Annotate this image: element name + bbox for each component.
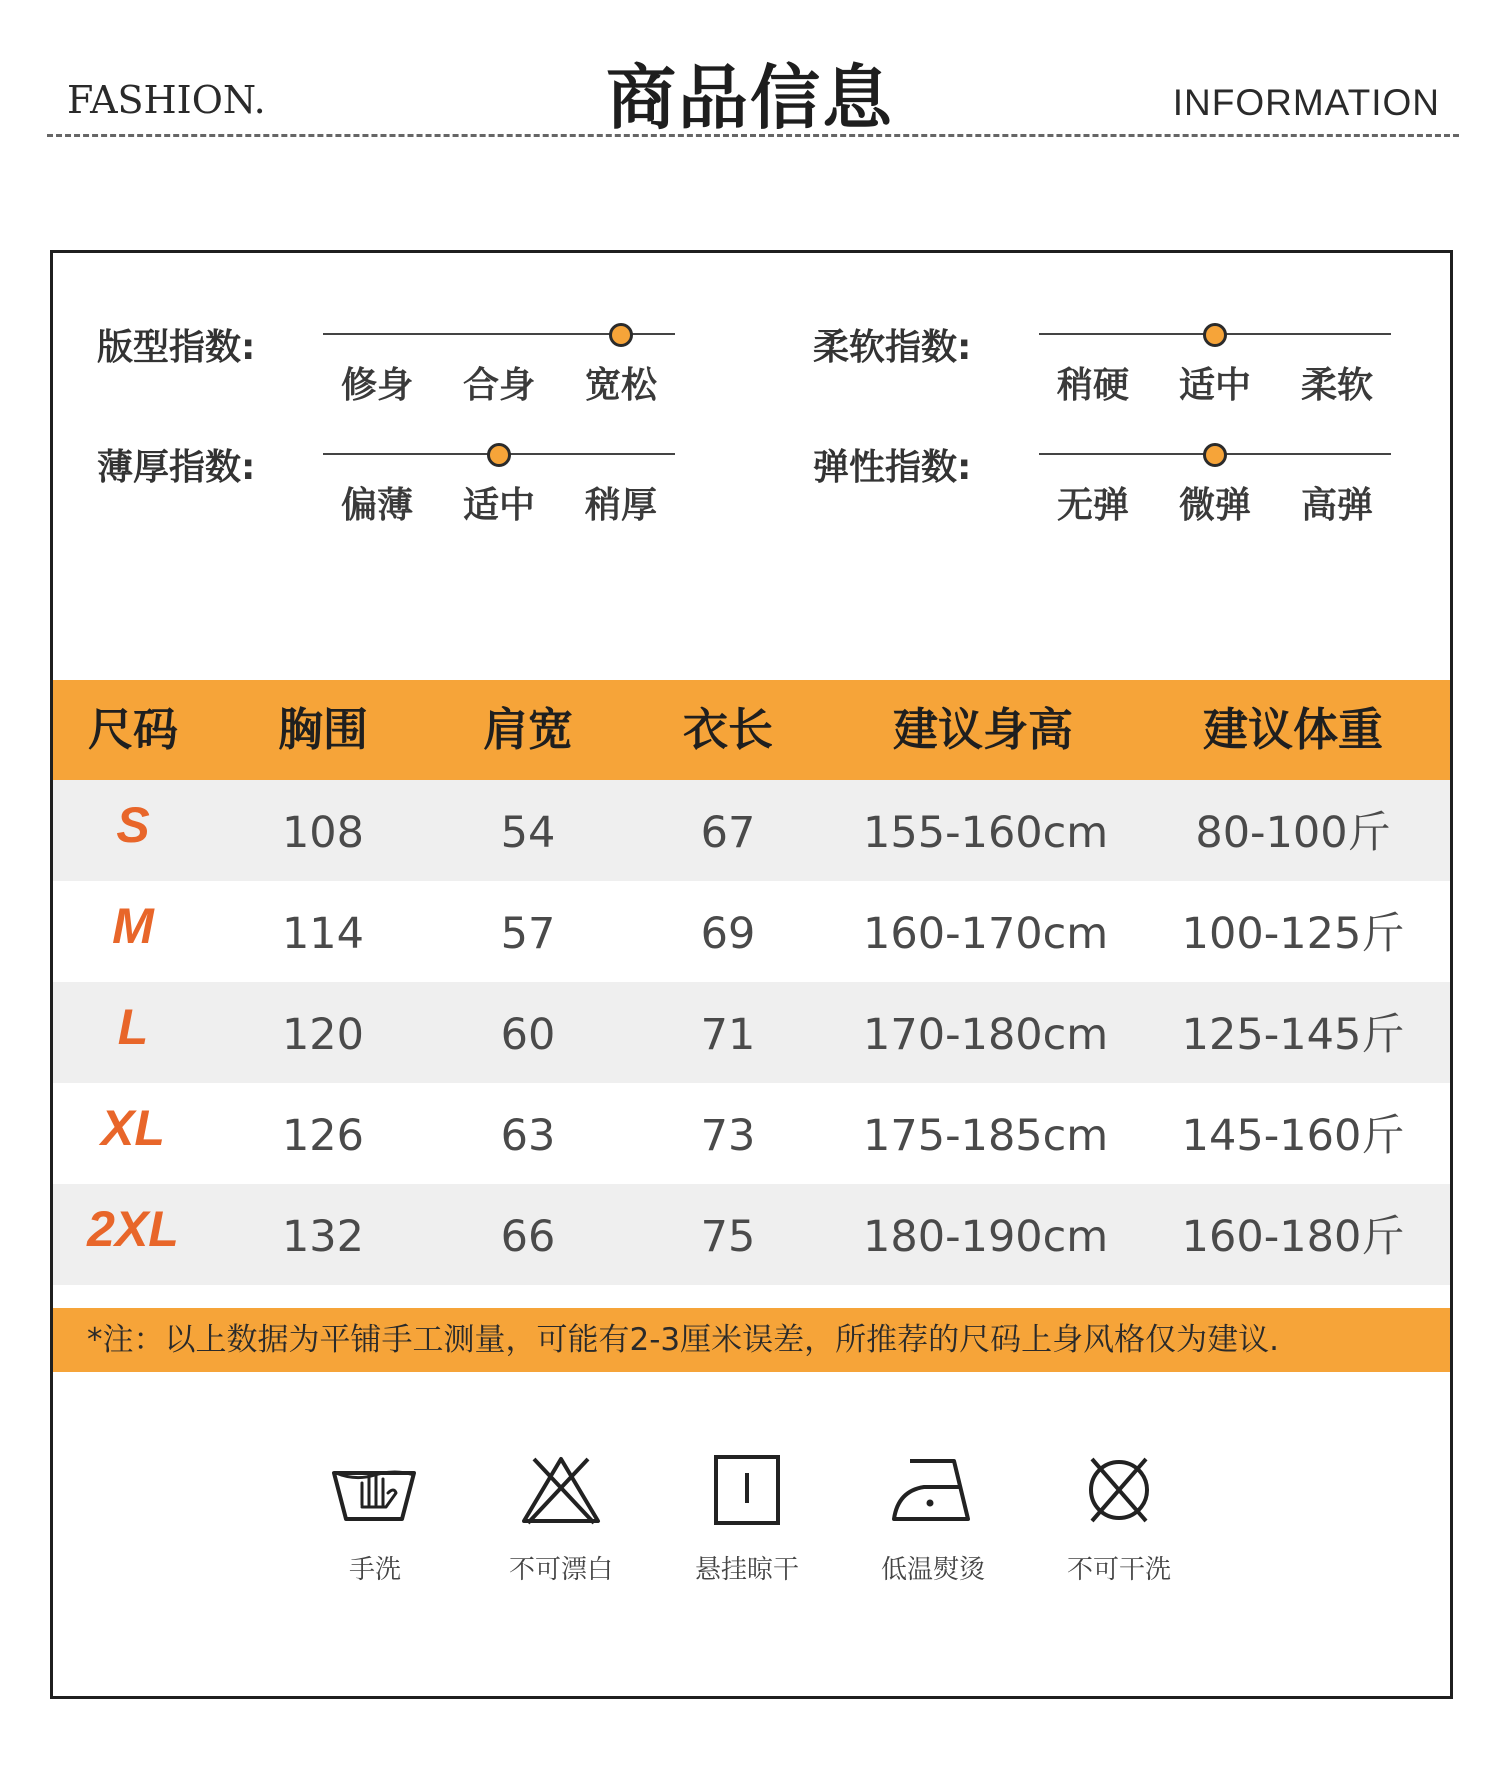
column-header-size: 尺码	[87, 703, 178, 756]
cell-shoulder: 63	[500, 1111, 556, 1161]
column-header-height: 建议身高	[892, 703, 1073, 756]
cell-size: L	[117, 999, 149, 1055]
index-marker	[487, 443, 511, 467]
cell-length: 69	[700, 909, 756, 959]
index-label: 弹性指数:	[813, 447, 972, 488]
care-label: 低温熨烫	[880, 1555, 985, 1585]
size-table-header	[53, 680, 1450, 780]
cell-chest: 132	[281, 1212, 365, 1262]
cell-height: 175-185cm	[863, 1111, 1109, 1161]
care-item-low-iron	[848, 1453, 1018, 1586]
header-left-text: FASHION.	[67, 78, 266, 122]
index-option: 高弹	[1300, 485, 1373, 526]
index-elasticity	[813, 439, 1500, 549]
care-item-hang-dry	[662, 1453, 832, 1586]
cell-length: 71	[700, 1010, 756, 1060]
index-option: 宽松	[584, 365, 657, 406]
table-row	[53, 1083, 1450, 1184]
cell-height: 170-180cm	[863, 1010, 1109, 1060]
care-label: 不可漂白	[508, 1555, 613, 1585]
cell-chest: 120	[281, 1010, 365, 1060]
cell-shoulder: 54	[500, 808, 556, 858]
index-label: 版型指数:	[97, 327, 256, 368]
cell-shoulder: 66	[500, 1212, 556, 1262]
index-option: 偏薄	[340, 485, 413, 526]
cell-length: 75	[700, 1212, 756, 1262]
no-bleach-icon	[516, 1453, 606, 1527]
index-option: 稍厚	[584, 485, 657, 526]
cell-height: 180-190cm	[863, 1212, 1109, 1262]
index-label: 柔软指数:	[813, 327, 972, 368]
cell-height: 160-170cm	[863, 909, 1109, 959]
cell-shoulder: 60	[500, 1010, 556, 1060]
care-item-no-bleach	[476, 1453, 646, 1586]
cell-height: 155-160cm	[863, 808, 1109, 858]
index-option: 适中	[1178, 365, 1251, 406]
care-label: 不可干洗	[1066, 1555, 1171, 1585]
table-row	[53, 982, 1450, 1083]
care-label: 悬挂晾干	[694, 1555, 799, 1585]
cell-size: M	[112, 898, 154, 954]
header-divider	[47, 134, 1459, 137]
index-marker	[609, 323, 633, 347]
table-row	[53, 1184, 1450, 1285]
page-title: 商品信息	[606, 57, 894, 139]
product-info-card	[50, 250, 1453, 1699]
care-item-hand-wash	[290, 1453, 460, 1586]
hang-dry-icon	[702, 1453, 792, 1527]
cell-weight: 160-180斤	[1181, 1212, 1405, 1262]
index-option: 适中	[462, 485, 535, 526]
cell-size: S	[116, 797, 150, 853]
cell-chest: 108	[281, 808, 365, 858]
column-header-weight: 建议体重	[1202, 703, 1383, 756]
cell-size: XL	[101, 1100, 165, 1156]
index-option: 合身	[462, 365, 535, 406]
table-row	[53, 780, 1450, 881]
size-table-body	[53, 780, 1450, 1285]
fabric-indices	[53, 253, 1450, 653]
index-thickness	[97, 439, 797, 549]
index-fit	[97, 319, 797, 429]
index-option: 柔软	[1300, 365, 1373, 406]
hand-wash-icon	[330, 1453, 420, 1527]
care-item-no-dry-clean	[1034, 1453, 1204, 1586]
cell-weight: 125-145斤	[1181, 1010, 1405, 1060]
cell-weight: 80-100斤	[1195, 808, 1391, 858]
index-marker	[1203, 323, 1227, 347]
cell-length: 67	[700, 808, 756, 858]
column-header-length: 衣长	[682, 703, 773, 756]
care-label: 手洗	[348, 1555, 401, 1585]
index-label: 薄厚指数:	[97, 447, 256, 488]
index-scale-track	[1039, 453, 1391, 455]
cell-length: 73	[700, 1111, 756, 1161]
table-row	[53, 881, 1450, 982]
index-marker	[1203, 443, 1227, 467]
cell-weight: 145-160斤	[1181, 1111, 1405, 1161]
cell-chest: 114	[281, 909, 365, 959]
cell-shoulder: 57	[500, 909, 556, 959]
measurement-note: *注：以上数据为平铺手工测量，可能有2-3厘米误差，所推荐的尺码上身风格仅为建议.	[53, 1308, 1450, 1372]
index-scale-track	[323, 453, 675, 455]
index-option: 稍硬	[1056, 365, 1129, 406]
no-dry-clean-icon	[1074, 1453, 1164, 1527]
cell-chest: 126	[281, 1111, 365, 1161]
size-table	[53, 680, 1450, 1285]
care-instructions	[53, 1453, 1450, 1653]
index-scale-track	[323, 333, 675, 335]
index-option: 微弹	[1178, 485, 1251, 526]
page-header	[0, 0, 1500, 150]
index-scale-track	[1039, 333, 1391, 335]
column-header-shoulder: 肩宽	[482, 703, 573, 756]
cell-weight: 100-125斤	[1181, 909, 1405, 959]
index-option: 无弹	[1056, 485, 1129, 526]
cell-size: 2XL	[87, 1201, 179, 1257]
header-right-text: INFORMATION	[1172, 82, 1440, 123]
column-header-chest: 胸围	[277, 703, 368, 756]
index-option: 修身	[340, 365, 413, 406]
index-softness	[813, 319, 1500, 429]
low-iron-icon	[888, 1453, 978, 1527]
